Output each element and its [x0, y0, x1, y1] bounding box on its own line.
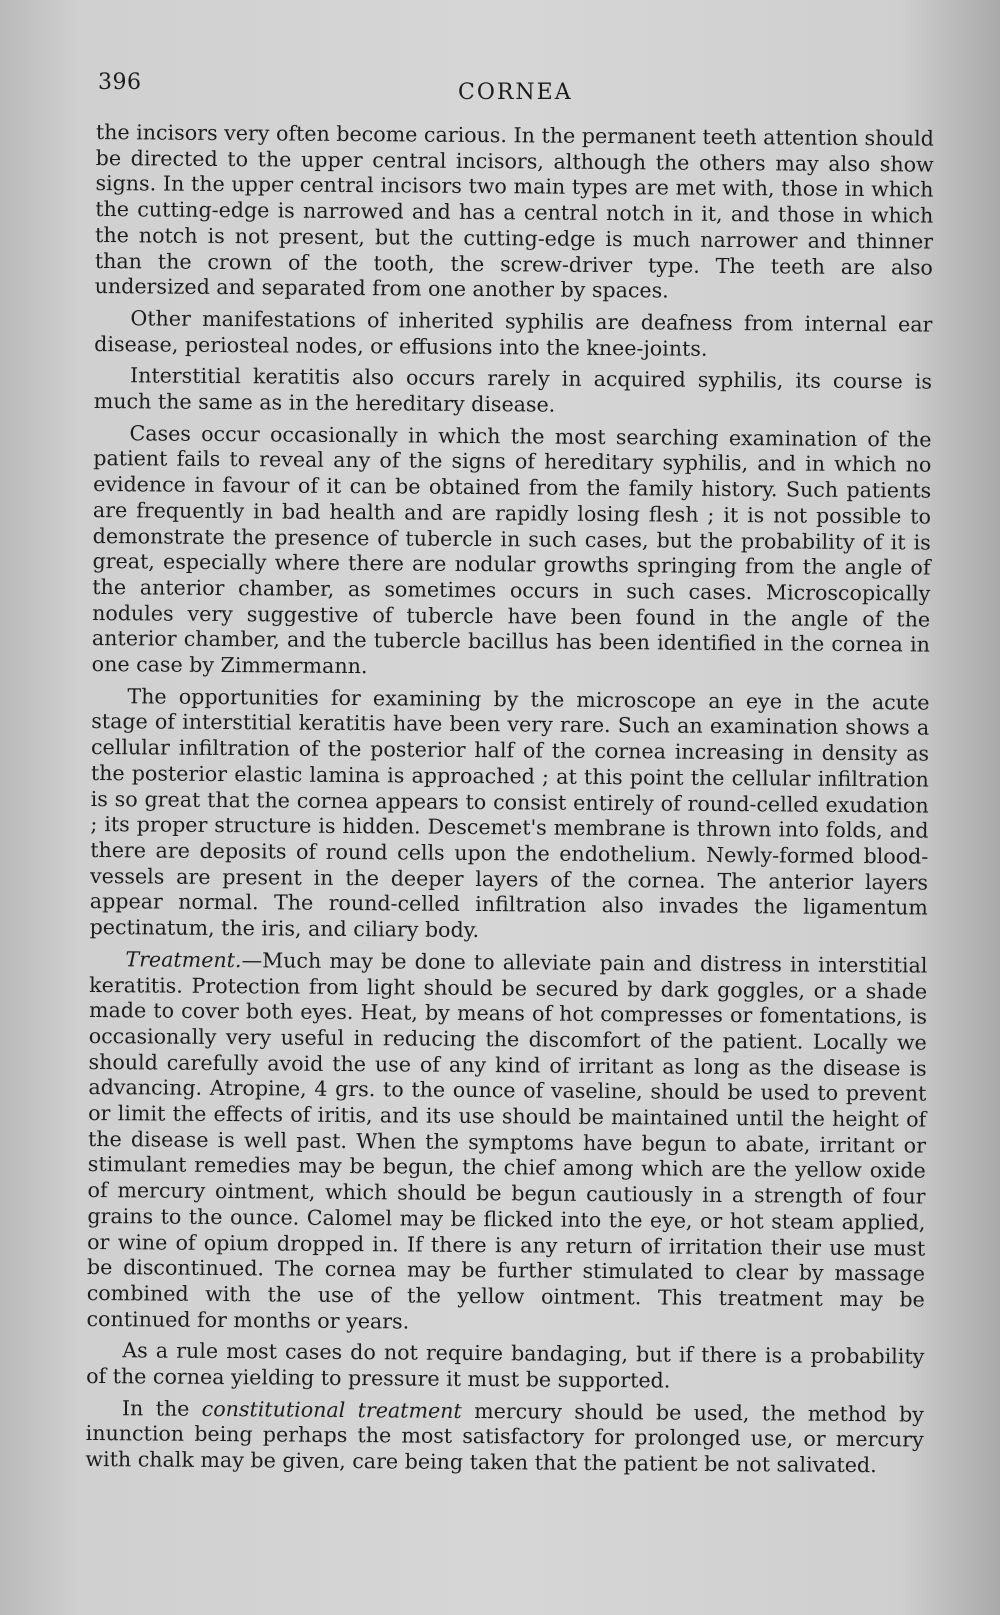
paragraph-bandaging: As a rule most cases do not require bandaging, but if there is a probability of the cornea yielding to pressure it must be supported.: [86, 1338, 925, 1393]
constitutional-text: mercury should be used, the method by inunction being perhaps the most satisfactory for prolonged use, or mercury with chalk may be given, care being taken that the patient be not salivated.: [85, 1398, 924, 1478]
paragraph-acquired-syphilis: Interstitial keratitis also occurs rarely in acquired syphilis, its course is much the same as in the hereditary disease.: [93, 363, 933, 417]
treatment-text: —Much may be done to alleviate pain and distress in interstitial keratitis. Protection from light should be secured by dark goggles, or a shade made to cover both eyes. Heat, by means of hot compresses or fomentations, is occasionally very useful in reducing the discomfort of the patient. Locally we should carefully avoid the use of any kind of irritant as long as the disease is advancing. Atropine, 4 grs. to the ounce of vaseline, should be used to prevent or limit the effects of iritis, and its use should be maintained until the height of the disease is well past. When the symptoms have begun to abate, irritant or stimulant remedies may be begun, the chief among which are the yellow oxide of mercury ointment, which should be begun cautiously in a strength of four grains to the ounce. Calomel may be flicked into the eye, or hot steam applied, or wine of opium dropped in. If there is any return of irritation their use must be discontinued. The cornea may be further stimulated to clear by massage combined with the use of the yellow ointment. This treatment may be continued for months or years.: [86, 947, 928, 1334]
paragraph-microscopy: The opportunities for examining by the microscope an eye in the acute stage of interstitial keratitis have been very rare. Such an examination shows a cellular infiltration of the posterior half of the cornea increasing in density as the posterior elastic lamina is approached ; at this point the cellular infiltration is so great that the cornea appears to consist entirely of round-celled exudation ; its proper structure is hidden. Descemet's membrane is thrown into folds, and there are deposits of round cells upon the endothelium. Newly-formed blood-vessels are present in the deeper layers of the cornea. The anterior layers appear normal. The round-celled infiltration also invades the ligamentum pectinatum, the iris, and ciliary body.: [89, 684, 930, 943]
page-number: 396: [98, 70, 142, 95]
paragraph-treatment: [86, 947, 927, 1339]
paragraph-teeth: the incisors very often become carious. In the permanent teeth attention should be directed to the upper central incisors, although the others may also show signs. In the upper central incisors two main types are met with, those in which the cutting-edge is narrowed and has a central notch in it, and those in which the notch is not present, but the cutting-edge is much narrower and thinner than the crown of the tooth, the screw-driver type. The teeth are also undersized and separated from one another by spaces.: [94, 120, 934, 303]
constitutional-treatment-term: constitutional treatment: [201, 1396, 462, 1423]
paragraph-other-manifestations: Other manifestations of inherited syphilis are deafness from internal ear disease, periosteal nodes, or effusions into the knee-joints.: [94, 306, 933, 361]
body-text: [85, 120, 934, 1485]
page-header: [98, 70, 938, 110]
paragraph-constitutional: [85, 1396, 924, 1480]
treatment-heading: Treatment.: [125, 947, 242, 972]
running-head: CORNEA: [458, 80, 573, 105]
constitutional-intro: In the: [121, 1395, 202, 1421]
paragraph-tubercle: Cases occur occasionally in which the most searching examination of the patient fails to reveal any of the signs of hereditary syphilis, and in which no evidence in favour of it can be obtained from the family history. Such patients are frequently in bad health and are rapidly losing flesh ; it is not possible to demonstrate the presence of tubercle in such cases, but the probability of it is great, especially where there are nodular growths springing from the angle of the anterior chamber, as sometimes occurs in such cases. Microscopically nodules very suggestive of tubercle have been found in the angle of the anterior chamber, and the tubercle bacillus has been identified in the cornea in one case by Zimmermann.: [91, 421, 932, 679]
